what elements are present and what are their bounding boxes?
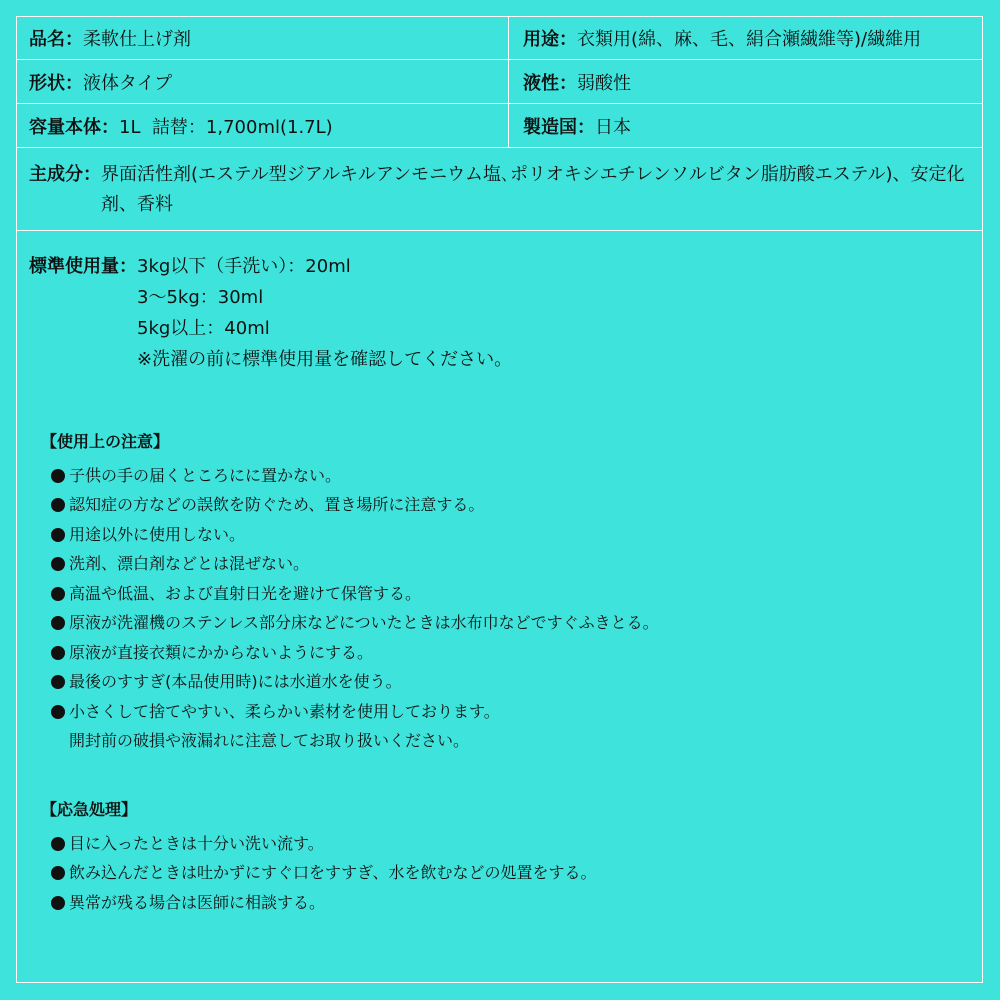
- usage-area: [17, 230, 982, 370]
- list-item-text: 認知症の方などの誤飲を防ぐため、置き場所に注意する。: [69, 495, 485, 514]
- list-item: [51, 858, 597, 888]
- list-item: [51, 608, 659, 638]
- list-item: [51, 579, 659, 609]
- list-item-text: 高温や低温、および直射日光を避けて保管する。: [69, 583, 422, 603]
- bullet-icon: [51, 646, 65, 660]
- spec-row-ingredients: [17, 148, 982, 229]
- spec-row-name-use: [17, 17, 982, 60]
- spec-liquid: [508, 60, 631, 103]
- spec-volume-label: 容量本体：: [29, 116, 119, 138]
- spec-liquid-label: 液性：: [523, 72, 577, 94]
- list-item-text: 飲み込んだときは吐かずにすぐ口をすすぎ、水を飲むなどの処置をする。: [69, 863, 597, 882]
- usage-line: ※洗濯の前に標準使用量を確認してください。: [137, 349, 513, 370]
- cautions-title: 【使用上の注意】: [41, 432, 170, 451]
- list-item-text: 小さくして捨てやすい、柔らかい素材を使用しております。: [69, 701, 500, 721]
- list-item: [51, 638, 659, 668]
- list-item-text: 洗剤、漂白剤などとは混ぜない。: [69, 554, 310, 573]
- list-item-text: 子供の手の届くところにに置かない。: [69, 465, 342, 485]
- spec-use-label: 用途：: [523, 29, 577, 50]
- spec-volume: [29, 104, 333, 147]
- bullet-icon: [51, 557, 65, 571]
- list-item: [51, 520, 659, 550]
- spec-name: [29, 17, 191, 59]
- list-item: [51, 490, 659, 520]
- spec-form-value: 液体タイプ: [83, 72, 173, 94]
- spec-sheet: [16, 16, 983, 983]
- list-item: [51, 888, 597, 918]
- list-item-text: 原液が洗濯機のステンレス部分床などについたときは水布巾などですぐふきとる。: [69, 613, 659, 632]
- spec-ingredients-label: 主成分：: [29, 164, 101, 185]
- spec-volume-value: 1L 詰替：1,700ml(1.7L): [119, 116, 333, 138]
- standard-usage: [29, 251, 512, 375]
- list-item-text: 最後のすすぎ(本品使用時)には水道水を使う。: [69, 672, 402, 691]
- usage-line: 3～5kg：30ml: [137, 287, 264, 308]
- list-item: [51, 829, 597, 859]
- cautions-section: [41, 427, 659, 756]
- spec-use: [508, 17, 921, 59]
- spec-ingredients-value: 界面活性剤(エステル型ジアルキルアンモニウム塩､ポリオキシエチレンソルビタン脂肪酸エステル)、安定化剤、香料: [101, 164, 965, 215]
- spec-ingredients: [29, 160, 969, 220]
- spec-row-form-liquid: [17, 60, 982, 104]
- list-item: [51, 697, 659, 727]
- spec-origin-label: 製造国：: [523, 116, 595, 138]
- list-item-text: 用途以外に使用しない。: [69, 524, 246, 544]
- bullet-icon: [51, 896, 65, 910]
- list-item: [51, 549, 659, 579]
- list-item: [51, 667, 659, 697]
- list-item-text: 原液が直接衣類にかからないようにする。: [69, 642, 374, 662]
- usage-label: 標準使用量：: [29, 256, 137, 277]
- bullet-icon: [51, 469, 65, 483]
- spec-name-label: 品名：: [29, 29, 83, 50]
- usage-lines: [137, 251, 512, 375]
- bullet-icon: [51, 675, 65, 689]
- list-item: [51, 461, 659, 491]
- bullet-icon: [51, 587, 65, 601]
- list-item-continuation: 開封前の破損や液漏れに注意してお取り扱いください。: [69, 731, 470, 750]
- bullet-icon: [51, 705, 65, 719]
- first-aid-title: 【応急処理】: [41, 800, 138, 819]
- spec-row-volume-origin: [17, 104, 982, 148]
- bullet-icon: [51, 837, 65, 851]
- bullet-icon: [51, 616, 65, 630]
- cautions-list: [41, 461, 659, 756]
- spec-use-value: 衣類用(綿、麻、毛、絹合瀬繊維等)/繊維用: [577, 29, 922, 50]
- spec-liquid-value: 弱酸性: [577, 72, 631, 94]
- spec-origin-value: 日本: [595, 116, 631, 138]
- usage-line: 5kg以上：40ml: [137, 318, 270, 339]
- spec-origin: [508, 104, 631, 147]
- spec-name-value: 柔軟仕上げ剤: [83, 29, 191, 50]
- list-item-text: 異常が残る場合は医師に相談する。: [69, 892, 326, 912]
- spec-form: [29, 60, 172, 103]
- spec-form-label: 形状：: [29, 72, 83, 94]
- list-item-text: 目に入ったときは十分い洗い流す。: [69, 833, 324, 853]
- bullet-icon: [51, 528, 65, 542]
- bullet-icon: [51, 866, 65, 880]
- bullet-icon: [51, 498, 65, 512]
- usage-line: 3kg以下（手洗い）：20ml: [137, 256, 351, 277]
- first-aid-list: [41, 829, 597, 918]
- first-aid-section: [41, 795, 597, 917]
